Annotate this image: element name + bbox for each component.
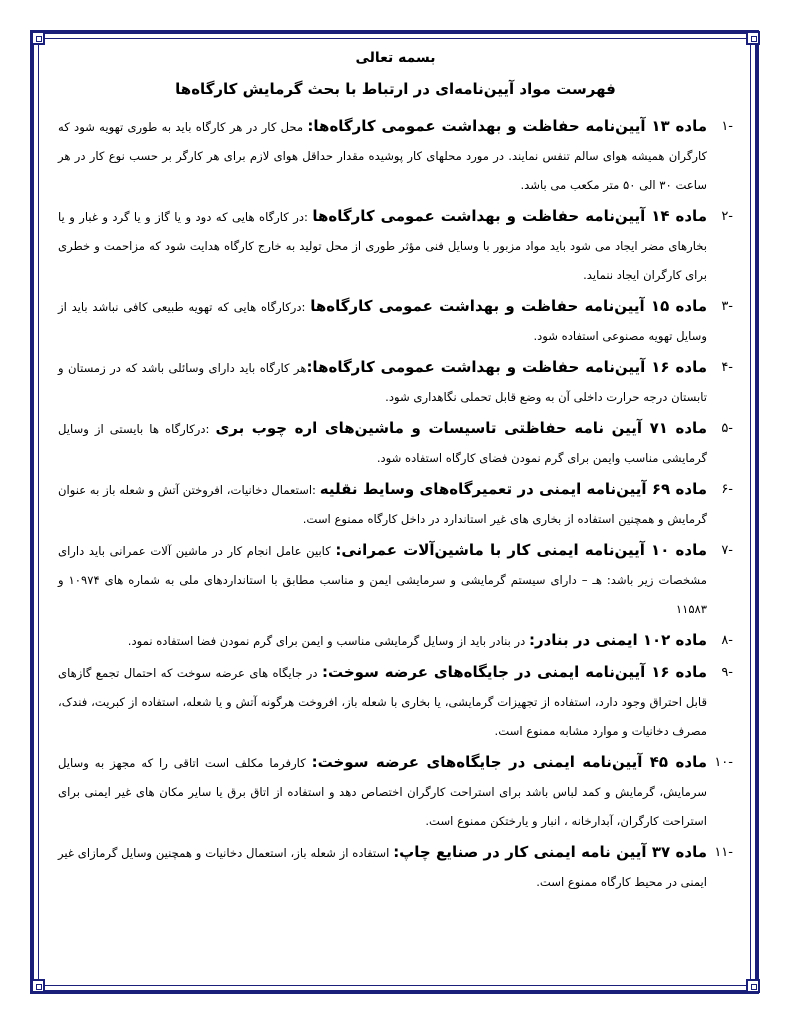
article-body: کابین عامل انجام کار در ماشین آلات عمرانی باید دارای مشخصات زیر باشد: هـ – دارای سیستم گرمایشی و سرمایشی ایمن و مناسب مطابق با استانداردهای ملی به شماره های ۱۰۹۷۴ و ۱۱۵۸۳ xyxy=(58,544,707,616)
article-body: :در کارگاه هایی که دود و یا گاز و یا گرد و غبار و یا بخارهای مضر ایجاد می شود باید مواد مزبور با وسایل فنی مؤثر طوری از محل تولید به خارج کارگاه هدایت شود که مزاحمت و خطری برای کارگران ایجاد ننماید. xyxy=(58,210,707,282)
list-item-number: -۷ xyxy=(721,543,733,558)
list-item-number: -۲ xyxy=(721,209,733,224)
article-body: محل کار در هر کارگاه باید به طوری تهویه شود که کارگران همیشه هوای سالم تنفس نمایند. در مورد محلهای کار پوشیده مقدار حداقل هوای لازم برای هر کارگر بر حسب نوع کار در هر ساعت ۳۰ الی ۵۰ متر مکعب می باشد. xyxy=(58,120,707,192)
list-item-text xyxy=(58,353,707,412)
article-heading: ماده ۱۴ آیین‌نامه حفاظت و بهداشت عمومی کارگاه‌ها xyxy=(312,207,707,225)
list-item xyxy=(58,658,733,746)
article-heading: ماده ۱۰۲ ایمنی در بنادر: xyxy=(528,631,707,649)
article-body: کارفرما مکلف است اتاقی را که مجهز به وسایل سرمایش، گرمایش و کمد لباس باشد برای استراحت کارگران اختصاص دهد و استفاده از اتاق برق یا سایر مکان های غیر ایمنی برای استراحت کارگران، آبدارخانه ، انبار و یارختکن ممنوع است. xyxy=(58,756,707,828)
list-item xyxy=(58,748,733,836)
list-item xyxy=(58,626,733,656)
list-item-text xyxy=(58,658,707,746)
article-body: :درکارگاه هایی که تهویه طبیعی کافی نباشد باید از وسایل تهویه مصنوعی استفاده شود. xyxy=(58,300,707,343)
list-item-number: -۵ xyxy=(721,421,733,436)
list-item-text xyxy=(58,536,707,624)
list-item-number: -۱۰ xyxy=(714,755,733,770)
article-heading: ماده ۴۵ آیین‌نامه ایمنی در جایگاه‌های عرضه سوخت: xyxy=(311,753,707,771)
list-item xyxy=(58,202,733,290)
list-item-number: -۱ xyxy=(721,119,733,134)
list-item-number: -۴ xyxy=(721,360,733,375)
list-item xyxy=(58,475,733,534)
list-item xyxy=(58,112,733,200)
article-heading: ماده ۱۵ آیین‌نامه حفاظت و بهداشت عمومی کارگاه‌ها xyxy=(310,297,707,315)
article-heading: ماده ۱۳ آیین‌نامه حفاظت و بهداشت عمومی کارگاه‌ها: xyxy=(307,117,707,135)
list-item-text xyxy=(58,202,707,290)
list-item-text xyxy=(58,112,707,200)
corner-ornament-bottom-left xyxy=(31,979,45,993)
corner-ornament-top-left xyxy=(31,31,45,45)
list-item xyxy=(58,292,733,351)
article-body: :درکارگاه ها بایستی از وسایل گرمایشی مناسب وایمن برای گرم نمودن فضای کارگاه استفاده شود. xyxy=(58,422,707,465)
list-item xyxy=(58,536,733,624)
article-list xyxy=(58,112,733,897)
list-item-number: -۸ xyxy=(721,633,733,648)
article-body: هر کارگاه باید دارای وسائلی باشد که در زمستان و تابستان درجه حرارت داخلی آن به وضع قابل تحملی نگاهداری شود. xyxy=(58,361,707,404)
document-content xyxy=(58,48,733,899)
list-item-number: -۳ xyxy=(721,299,733,314)
list-item-text xyxy=(58,748,707,836)
article-body: در جایگاه های عرضه سوخت که احتمال تجمع گازهای قابل احتراق وجود دارد، استفاده از تجهیزات گرمایشی، یا بخاری با شعله باز، افروخت هرگونه آتش و یا شعله، استفاده از کبریت، فندک، مصرف دخانیات و موارد مشابه ممنوع است. xyxy=(58,666,707,738)
list-item xyxy=(58,353,733,412)
list-item-text xyxy=(58,838,707,897)
corner-ornament-bottom-right xyxy=(746,979,760,993)
article-heading: ماده ۱۰ آیین‌نامه ایمنی کار با ماشین‌آلات عمرانی: xyxy=(335,541,707,559)
list-item-text xyxy=(58,475,707,534)
article-heading: ماده ۶۹ آیین‌نامه ایمنی در تعمیرگاه‌های وسایط نقلیه xyxy=(319,480,707,498)
document-title: فهرست مواد آیین‌نامه‌ای در ارتباط با بحث گرمایش کارگاه‌ها xyxy=(175,80,616,98)
document-invocation: بسمه تعالی xyxy=(355,50,436,66)
article-body: استفاده از شعله باز، استعمال دخانیات و همچنین وسایل گرمازای غیر ایمنی در محیط کارگاه ممنوع است. xyxy=(58,846,707,889)
list-item xyxy=(58,838,733,897)
list-item-number: -۱۱ xyxy=(714,845,733,860)
list-item-number: -۹ xyxy=(721,665,733,680)
article-body: در بنادر باید از وسایل گرمایشی مناسب و ایمن برای گرم نمودن فضا استفاده نمود. xyxy=(127,634,529,648)
list-item xyxy=(58,414,733,473)
article-heading: ماده ۷۱ آیین نامه حفاظتی تاسیسات و ماشین‌های اره چوب بری xyxy=(215,419,707,437)
article-heading: ماده ۱۶ آیین‌نامه ایمنی در جایگاه‌های عرضه سوخت: xyxy=(321,663,707,681)
list-item-text xyxy=(58,414,707,473)
article-body: :استعمال دخانیات، افروختن آتش و شعله باز به عنوان گرمایش و همچنین استفاده از بخاری های غیر استاندارد در داخل کارگاه ممنوع است. xyxy=(58,483,707,526)
list-item-text xyxy=(58,626,707,656)
list-item-text xyxy=(58,292,707,351)
corner-ornament-top-right xyxy=(746,31,760,45)
article-heading: ماده ۳۷ آیین نامه ایمنی کار در صنایع چاپ: xyxy=(393,843,707,861)
article-heading: ماده ۱۶ آیین‌نامه حفاظت و بهداشت عمومی کارگاه‌ها: xyxy=(306,358,707,376)
list-item-number: -۶ xyxy=(721,482,733,497)
